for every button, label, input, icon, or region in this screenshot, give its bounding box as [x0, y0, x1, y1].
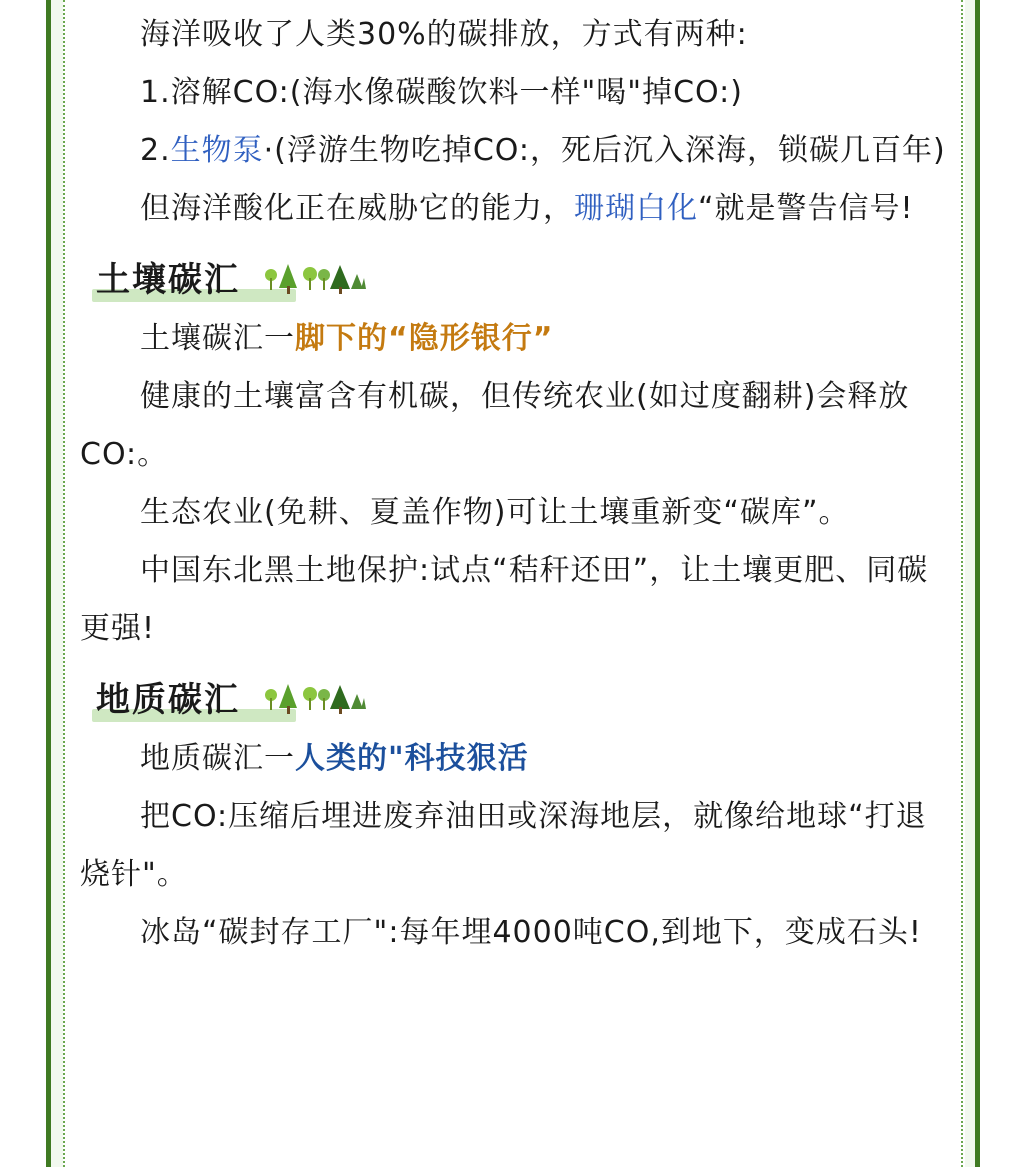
coral-bleaching-link[interactable]: 珊瑚白化: [574, 191, 698, 226]
paragraph-dissolve-co2: 1.溶解CO:(海水像碳酸饮料一样"喝"掉CO:): [140, 75, 743, 110]
paragraph-soil-organic-carbon: 健康的土壤富含有机碳，但传统农业(如过度翻耕)会释放CO:。: [80, 379, 910, 472]
right-decorative-band: [965, 0, 977, 1167]
paragraph-black-soil-protection: 中国东北黑土地保护:试点“秸秆还田”，让土壤更肥、同碳更强!: [80, 553, 929, 646]
section-heading-geological: [92, 672, 948, 724]
article-content: [80, 0, 948, 1167]
tree-row-icon: [262, 682, 366, 720]
bio-pump-rest: ·(浮游生物吃掉CO:，死后沉入深海，锁碳几百年): [263, 133, 946, 168]
left-decorative-band: [51, 0, 63, 1167]
geo-lead-plain: 地质碳汇一: [140, 741, 295, 776]
acidification-rest: “就是警告信号!: [698, 191, 914, 226]
paragraph-geological-lead: [80, 730, 948, 788]
section-heading-geological-label: 地质碳汇: [96, 680, 240, 720]
bio-pump-link[interactable]: 生物泵: [170, 133, 264, 168]
soil-lead-highlight: 脚下的“隐形银行”: [295, 321, 554, 356]
paragraph-bio-pump: [80, 122, 948, 180]
paragraph-iceland-plant: 冰岛“碳封存工厂":每年埋4000吨CO,到地下，变成石头!: [140, 915, 922, 950]
section-heading-soil: [92, 252, 948, 304]
soil-lead-plain: 土壤碳汇一: [140, 321, 295, 356]
section-heading-soil-label: 土壤碳汇: [96, 260, 240, 300]
paragraph-soil-lead: [80, 310, 948, 368]
paragraph-eco-agriculture: 生态农业(免耕、夏盖作物)可让土壤重新变“碳库”。: [140, 495, 850, 530]
tree-row-icon: [262, 262, 366, 300]
acidification-prefix: 但海洋酸化正在威胁它的能力，: [140, 191, 574, 226]
paragraph-ocean-absorb: 海洋吸收了人类30%的碳排放，方式有两种:: [140, 17, 748, 52]
bio-pump-prefix: 2.: [140, 133, 171, 168]
paragraph-acidification: [80, 180, 948, 238]
geo-lead-highlight: 人类的"科技狠活: [295, 741, 529, 776]
paragraph-co2-storage: 把CO:压缩后埋进废弃油田或深海地层，就像给地球“打退烧针"。: [80, 799, 927, 892]
